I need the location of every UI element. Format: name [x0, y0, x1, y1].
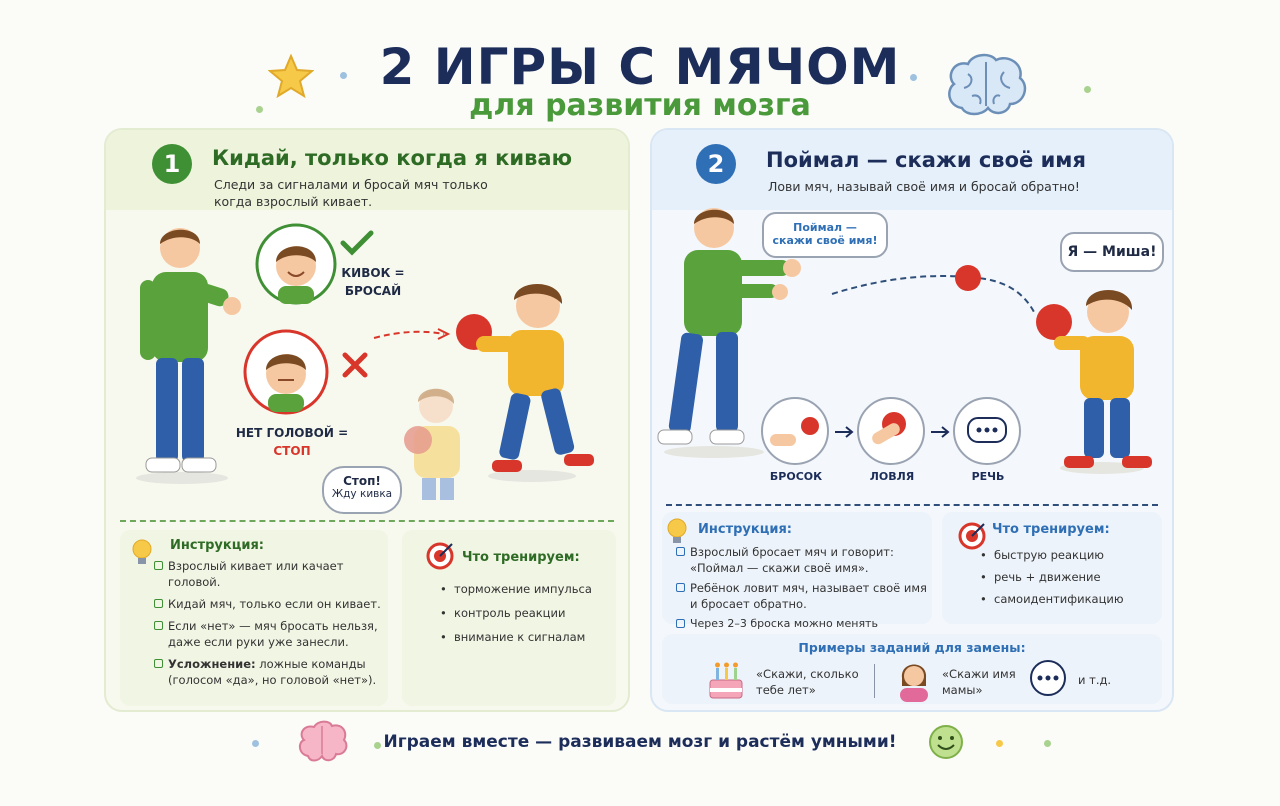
step-label-speech: РЕЧЬ	[971, 470, 1005, 483]
game-2-panel	[650, 128, 1174, 712]
shake-label-line-2: СТОП	[273, 444, 311, 458]
lightbulb-icon	[666, 518, 688, 546]
page-title: 2 ИГРЫ С МЯЧОМ	[379, 38, 901, 96]
more-icon	[1028, 660, 1068, 696]
child-with-ball-illustration	[452, 276, 602, 486]
cross-icon	[342, 352, 368, 378]
game-1-instruction-title: Инструкция:	[170, 538, 264, 553]
nod-label-line-2: БРОСАЙ	[344, 284, 402, 298]
game-1-title: Кидай, только когда я киваю	[212, 146, 572, 170]
game-1-separator	[120, 520, 614, 522]
list-item: • торможение импульса	[440, 582, 610, 596]
birthday-cake-icon	[706, 658, 746, 702]
list-item: • внимание к сигналам	[440, 630, 610, 644]
check-icon	[340, 230, 374, 256]
game-2-training-list	[980, 548, 1156, 606]
example-etc: и т.д.	[1078, 673, 1112, 687]
list-item: Усложнение: ложные команды (голосом «да», но головой «нет»).	[154, 656, 382, 688]
stop-speech-bubble	[322, 466, 402, 514]
list-item: • быструю реакцию	[980, 548, 1156, 562]
game-1-number: 1	[152, 144, 192, 184]
shake-label-line-1: НЕТ ГОЛОВОЙ =	[235, 426, 349, 440]
nod-label-line-1: КИВОК =	[341, 266, 405, 280]
game-2-training-title: Что тренируем:	[992, 522, 1110, 537]
game-1-panel	[104, 128, 630, 712]
game-2-number: 2	[696, 144, 736, 184]
step-label-throw: БРОСОК	[769, 470, 823, 483]
game-2-description: Лови мяч, называй своё имя и бросай обратно!	[768, 179, 1080, 194]
list-item: Ребёнок ловит мяч, называет своё имя и бросает обратно.	[676, 580, 932, 612]
stop-bubble-line-1: Стоп!	[343, 474, 381, 488]
lightbulb-icon	[130, 538, 154, 568]
game-1-training-title: Что тренируем:	[462, 550, 580, 565]
step-speech-icon	[952, 396, 1022, 466]
example-mother-name: «Скажи имя мамы»	[942, 667, 1016, 697]
list-item: Если «нет» — мяч бросать нельзя, даже если руки уже занесли.	[154, 618, 382, 650]
mother-avatar-icon	[894, 656, 934, 702]
step-catch-icon	[856, 396, 926, 466]
arrow-right-icon	[930, 426, 950, 438]
examples-divider	[874, 664, 875, 698]
waiting-child-illustration	[392, 382, 472, 502]
list-item: Взрослый кивает или качает головой.	[154, 558, 382, 590]
brain-icon	[942, 50, 1030, 120]
arrow-right-icon	[834, 426, 854, 438]
page-subtitle: для развития мозга	[469, 88, 811, 123]
child-catching-illustration	[1032, 280, 1162, 476]
smiley-icon	[928, 724, 964, 760]
game-2-title: Поймал — скажи своё имя	[766, 148, 1086, 172]
target-icon	[958, 522, 986, 550]
example-age: «Скажи, сколько тебе лет»	[756, 667, 859, 697]
list-item: • речь + движение	[980, 570, 1156, 584]
adult-speech-bubble	[762, 212, 888, 258]
star-icon	[268, 54, 314, 98]
adult-bubble-line-2: скажи своё имя!	[772, 234, 878, 247]
ball-trajectory	[828, 262, 1038, 322]
child-speech-bubble: Я — Миша!	[1060, 232, 1164, 272]
examples-title: Примеры заданий для замены:	[798, 640, 1026, 655]
game-1-description: Следи за сигналами и бросай мяч только когда взрослый кивает.	[214, 177, 488, 209]
adult-bubble-line-1: Поймал —	[793, 221, 857, 234]
nod-face-circle	[254, 222, 338, 306]
step-throw-icon	[760, 396, 830, 466]
throw-arrow	[372, 326, 452, 346]
target-icon	[426, 542, 454, 570]
list-item: Кидай мяч, только если он кивает.	[154, 596, 382, 612]
game-2-instruction-title: Инструкция:	[698, 522, 792, 537]
game-1-training-list	[440, 582, 610, 644]
list-item: Через 2–3 броска можно менять	[676, 616, 932, 648]
game-2-separator	[666, 504, 1158, 506]
list-item: • самоидентификацию	[980, 592, 1156, 606]
shake-face-circle	[242, 328, 330, 416]
stop-bubble-line-2: Жду кивка	[331, 488, 393, 500]
list-item: Взрослый бросает мяч и говорит: «Поймал — скажи своё имя».	[676, 544, 932, 576]
list-item: • контроль реакции	[440, 606, 610, 620]
game-1-instruction-list	[154, 558, 382, 694]
footer-text: Играем вместе — развиваем мозг и растём умными!	[383, 732, 897, 752]
step-label-catch: ЛОВЛЯ	[869, 470, 915, 483]
